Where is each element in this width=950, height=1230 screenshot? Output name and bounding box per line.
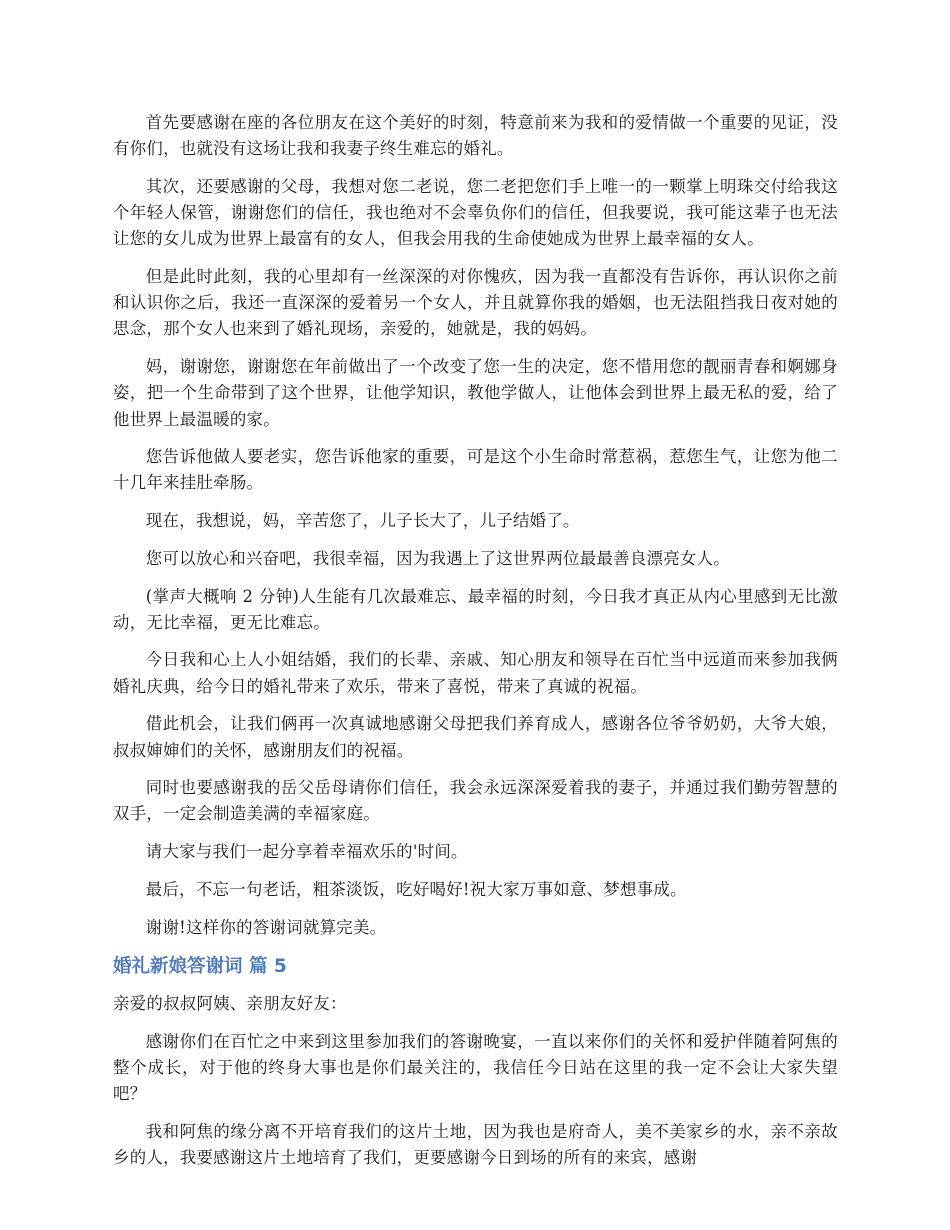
greeting-line: 亲爱的叔叔阿姨、亲朋友好友： [113, 994, 347, 1014]
paragraph: 现在，我想说，妈，辛苦您了，儿子长大了，儿子结婚了。 [145, 511, 580, 531]
paragraph: 同时也要感谢我的岳父岳母请你们信任，我会永远深深爱着我的妻子，并通过我们勤劳智慧的双手，一定会制造美满的幸福家庭。 [113, 778, 838, 824]
section-heading-title: 婚礼新娘答谢词 [113, 956, 243, 978]
paragraph: 其次，还要感谢的父母，我想对您二老说，您二老把您们手上唯一的一颗掌上明珠交付给我这个年轻人保管，谢谢您们的信任，我也绝对不会辜负你们的信任，但我要说，我可能这辈子也无法让您的女儿成为世界上最富有的女人，但我会用我的生命使她成为世界上最幸福的女人。 [113, 176, 838, 249]
paragraph: 今日我和心上人小姐结婚，我们的长辈、亲戚、知心朋友和领导在百忙当中远道而来参加我俩婚礼庆典，给今日的婚礼带来了欢乐，带来了喜悦，带来了真诚的祝福。 [113, 650, 838, 696]
paragraph: 最后，不忘一句老话，粗茶淡饭，吃好喝好!祝大家万事如意、梦想事成。 [145, 879, 687, 899]
paragraph: 借此机会，让我们俩再一次真诚地感谢父母把我们养育成人，感谢各位爷爷奶奶，大爷大娘，叔叔婶婶们的关怀，感谢朋友们的祝福。 [113, 714, 838, 760]
paragraph: 谢谢!这样你的答谢词就算完美。 [145, 917, 387, 937]
paragraph: (掌声大概响 2 分钟)人生能有几次最难忘、最幸福的时刻，今日我才真正从内心里感到无比激动，无比幸福，更无比难忘。 [113, 586, 838, 632]
paragraph: 您可以放心和兴奋吧，我很幸福，因为我遇上了这世界两位最最善良漂亮女人。 [145, 548, 730, 568]
paragraph: 您告诉他做人要老实，您告诉他家的重要，可是这个小生命时常惹祸，惹您生气，让您为他二十几年来挂肚牵肠。 [113, 447, 838, 493]
paragraph: 妈，谢谢您，谢谢您在年前做出了一个改变了您一生的决定，您不惜用您的靓丽青春和婀娜身姿，把一个生命带到了这个世界，让他学知识，教他学做人，让他体会到世界上最无私的爱，给了他世界上最温暖的家。 [113, 357, 838, 429]
paragraph: 感谢你们在百忙之中来到这里参加我们的答谢晚宴，一直以来你们的关怀和爱护伴随着阿焦的整个成长，对于他的终身大事也是你们最关注的，我信任今日站在这里的我一定不会让大家失望吧？ [113, 1031, 838, 1104]
paragraph: 请大家与我们一起分享着幸福欢乐的'时间。 [145, 842, 468, 862]
paragraph: 我和阿焦的缘分离不开培育我们的这片土地，因为我也是府奇人，美不美家乡的水，亲不亲故乡的人，我要感谢这片土地培育了我们，更要感谢今日到场的所有的来宾，感谢 [113, 1122, 838, 1168]
paragraph: 但是此时此刻，我的心里却有一丝深深的对你愧疚，因为我一直都没有告诉你，再认识你之前和认识你之后，我还一直深深的爱着另一个女人，并且就算你我的婚姻，也无法阻挡我日夜对她的思念，那个女人也来到了婚礼现场，亲爱的，她就是，我的妈妈。 [113, 267, 838, 339]
paragraph: 首先要感谢在座的各位朋友在这个美好的时刻，特意前来为我和的爱情做一个重要的见证，没有你们，也就没有这场让我和我妻子终生难忘的婚礼。 [113, 113, 838, 159]
section-heading [113, 952, 838, 982]
section-heading-number: 篇 5 [248, 956, 287, 978]
